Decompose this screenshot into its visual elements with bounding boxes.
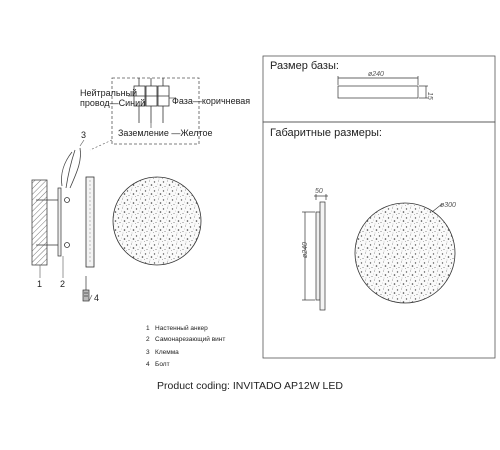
- legend-text: Клемма: [155, 349, 179, 356]
- legend-text: Настенный анкер: [155, 325, 208, 332]
- neutral-wire-label: Нейтральный провод—Синий: [80, 88, 146, 108]
- base-panel-title: Размер базы:: [270, 60, 339, 72]
- callout-3: 3: [81, 130, 87, 140]
- base-width-dim: ø240: [368, 71, 384, 78]
- overall-front-disc: [355, 203, 455, 303]
- callout-4: 4: [94, 293, 100, 303]
- overall-panel-title: Габаритные размеры:: [270, 127, 382, 139]
- overall-height-dim: ø240: [302, 242, 309, 258]
- legend-num: 4: [146, 361, 150, 368]
- base-plate-drawing: [338, 76, 428, 98]
- overall-diameter-dim: ø300: [440, 202, 456, 209]
- legend-text: Болт: [155, 361, 170, 368]
- legend-text: Самонарезающий винт: [155, 336, 226, 343]
- legend-num: 3: [146, 349, 150, 356]
- ground-wire-label: Заземление —Желтое: [118, 128, 213, 138]
- overall-depth-dim: 50: [315, 188, 323, 195]
- base-height-dim: 15: [426, 92, 433, 100]
- phase-wire-label: Фаза—коричневая: [172, 96, 251, 106]
- legend-num: 2: [146, 336, 150, 343]
- product-coding: Product coding: INVITADO AP12W LED: [157, 380, 343, 392]
- legend-num: 1: [146, 325, 150, 332]
- callout-2: 2: [60, 279, 66, 289]
- callout-1: 1: [37, 279, 43, 289]
